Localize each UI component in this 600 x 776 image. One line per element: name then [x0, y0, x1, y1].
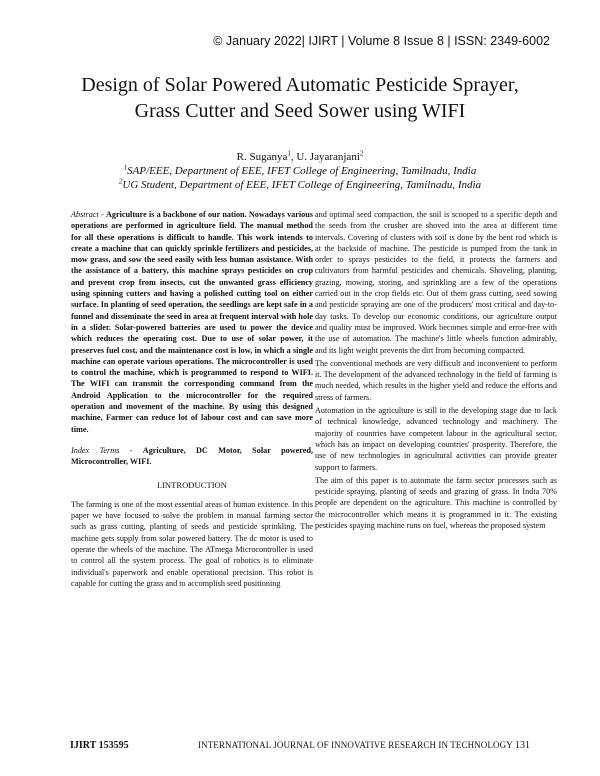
author-1: R. Suganya [236, 151, 288, 163]
author-1-marker: 1 [287, 149, 291, 158]
intro-paragraph: The farming is one of the most essential areas of human existence. In this paper we have focused to solve the problem in manual farming sector such as grass cutting, planting of seeds and pesticide sprinkling. The machine gets supply from solar powered battery. The dc motor is used to operate the wheels of the machine. The ATmega Microcontroller is used to control all the system process. The goal of robotics is to eliminate individual's paperwork and enable operational precision. This robot is capable for cutting the grass and to accomplish seed positioning [71, 499, 313, 588]
body-paragraph: The conventional methods are very difficult and inconvenient to perform it. The development of the advanced technology in the field of farming is much needed, which results in the higher yield and reduce the efforts and stress of farmers. [315, 358, 557, 402]
abstract-label: Abstract - [71, 210, 106, 219]
footer-paper-id: IJIRT 153595 [70, 740, 129, 751]
title-line-2: Grass Cutter and Seed Sower using WIFI [134, 100, 466, 122]
index-terms-text: Agriculture, DC Motor, Solar powered, Microcontroller, WIFI. [71, 445, 313, 467]
body-paragraph: Automation in the agriculture is still in the developing stage due to lack of technical knowledge, advanced technology and machinery. The majority of countries have competent labour in the agricultural sector, which has an impact on developing countries' prosperity. Therefore, the use of new technologies in agricultural activities can provide greater support to farmers. [315, 406, 557, 472]
left-column [71, 209, 313, 591]
index-terms-label: Index Terms - [71, 445, 143, 455]
abstract [71, 209, 313, 435]
affiliation-1-marker: 1 [123, 163, 128, 172]
body-paragraph: The aim of this paper is to automate the farm sector processes such as pesticide spraying, planting of seeds and grazing of grass. In India 70% people are dependent on the agriculture. This machine is controlled by the microcontroller which means it is programmed in it. The existing pesticides spaying machine runs on fuel, whereas the proposed system [315, 475, 557, 531]
affiliation-2-text: UG Student, Department of EEE, IFET College of Engineering, Tamilnadu, India [122, 179, 482, 191]
paper-title [40, 72, 560, 124]
author-separator: , [290, 151, 297, 163]
affiliation-1 [40, 165, 560, 177]
author-list [40, 151, 560, 163]
abstract-text: Agriculture is a backbone of our nation. Nowadays various operations are performed in agriculture field. The manual method for all these operations is difficult to handle. This work intends to create a machine that can quickly sprinkle fertilizers and pesticides, mow grass, and sow the seed easily with less human assistance. With the assistance of a battery, this machine sprays pesticides on crop and prevent crop from insects, cut the unwanted grass efficiency using spinning cutters and having a polished cutting tool on either surface. In planting of seed operation, the seedlings are kept safe in a funnel and disseminate the seed in area at frequent interval with hole in a slider. Solar-powered batteries are used to power the device which reduces the operating cost. Due to use of solar power, it preserves fuel cost, and the maintenance cost is low, in which a single machine can operate various operations. The microcontroller is used to control the machine, which is programmed to respond to WIFI. The WIFI can transmit the corresponding command from the Android Application to the microcontroller for the required operation and movement of the machine. By using this designed machine, Farmer can reduce lot of labour cost and can save more time. [71, 210, 313, 434]
page-number: 131 [515, 740, 530, 751]
section-heading-introduction: I.INTRODUCTION [157, 479, 227, 490]
title-line-1: Design of Solar Powered Automatic Pesticide Sprayer, [81, 74, 519, 96]
author-2: U. Jayaranjani [296, 151, 360, 163]
affiliation-2 [40, 179, 560, 191]
right-column [315, 209, 557, 533]
affiliation-2-marker: 2 [118, 177, 123, 186]
journal-citation-header: © January 2022| IJIRT | Volume 8 Issue 8 | ISSN: 2349-6002 [213, 34, 550, 48]
author-2-marker: 2 [359, 149, 364, 158]
index-terms [71, 445, 313, 468]
footer-journal-name: INTERNATIONAL JOURNAL OF INNOVATIVE RESEARCH IN TECHNOLOGY [198, 740, 513, 750]
affiliation-1-text: SAP/EEE, Department of EEE, IFET College of Engineering, Tamilnadu, India [127, 165, 477, 177]
body-paragraph: and optimal seed compaction, the soil is scooped to a specific depth and the seeds from the crusher are shoved into the area at different time intervals. Covering of clusters with soil is done by the bent rod which is at the backside of machine. The pesticide is pumped from the tank in order to sprays pesticides to the field, it protects the farmers and cultivators from harmful pesticides and chemicals. Shoveling, planting, grazing, mowing, storing, and sprinkling are a few of the operations carried out in the crop fields etc. Out of them grass cutting, seed sowing and pesticide spraying are one of the producers' most critical and day-to-day tasks. To develop our economic conditions, our agriculture output and quality must be improved. Work becomes simple and error-free with the use of automation. The machine's little wheels function admirably, and its light weight prevents the dirt from becoming compacted. [315, 210, 557, 355]
